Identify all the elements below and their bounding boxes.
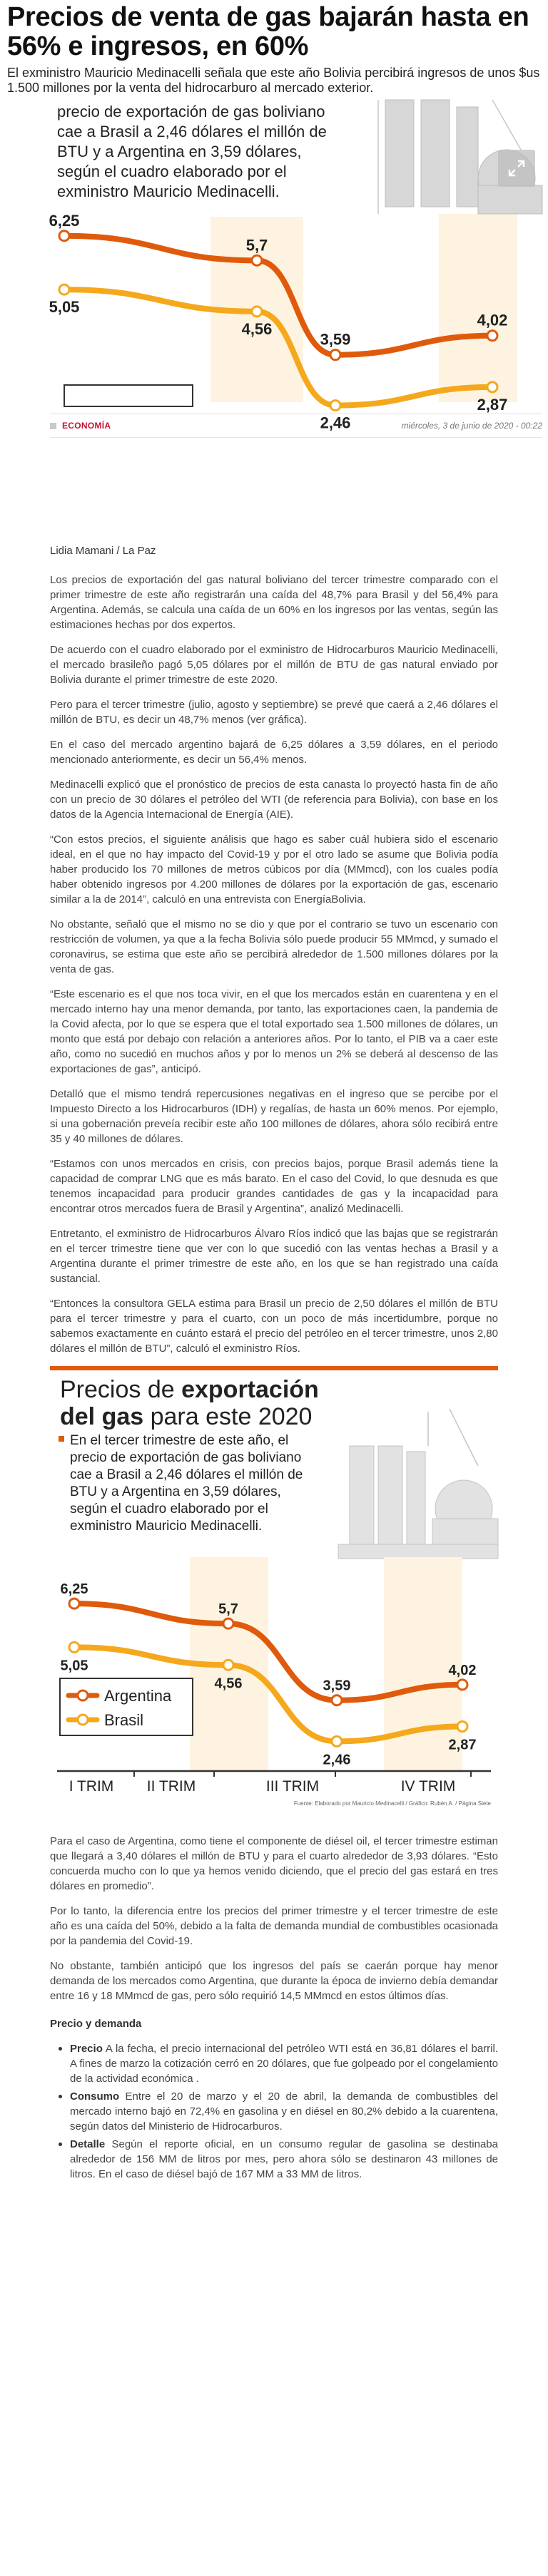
headline: Precios de venta de gas bajarán hasta en 56% e ingresos, en 60% — [7, 2, 529, 61]
hero-caption-line: precio de exportación de gas boliviano — [57, 103, 325, 120]
x-axis — [69, 1771, 471, 1795]
paragraph: De acuerdo con el cuadro elaborado por el exministro de Hidrocarburos Mauricio Medinacelli, el mercado brasileño pagó 5,05 dólares por el millón de BTU de gas natural enviado por Bolivia durante el primer trimestre de este 2020. — [50, 644, 498, 686]
paragraph: “Este escenario es el que nos toca vivir, en el que los mercados están en cuarentena y en el mercado interno hay una menor demanda, por tanto, las exportaciones caen, la pandemia de la Covid afecta, por lo que se espera que el total exportado sea 1.500 millones de dólares, un monto que está por debajo con relación a anteriores años. Por lo tanto, el PIB va a caer este año, como no sucedió en muchos años y por lo menos un 2% se deberá al descenso de las exportaciones de gas”, anticipó. — [50, 988, 498, 1075]
gas-plant-icon — [338, 1446, 498, 1559]
data-point — [69, 1642, 79, 1652]
data-point — [457, 1680, 467, 1690]
data-label: 2,46 — [320, 414, 351, 432]
byline: Lidia Mamani / La Paz — [50, 545, 156, 557]
data-label: 5,7 — [245, 236, 268, 255]
data-point — [487, 382, 497, 392]
paragraph: Medinacelli explicó que el pronóstico de precios de esta canasta lo proyectó hasta fin de año con un precio de 30 dólares el petróleo del WTI (de referencia para Bolivia), con base en los datos de la Agencia Internacional de Energía (AIE). — [50, 779, 498, 821]
section-label[interactable]: ECONOMÍA — [62, 421, 111, 431]
data-label: 3,59 — [320, 330, 351, 349]
data-label: 5,7 — [218, 1601, 238, 1618]
infographic-title-part: para este 2020 — [143, 1403, 313, 1430]
data-label: 4,56 — [214, 1676, 243, 1692]
article-body-continued — [50, 1834, 498, 2182]
data-label: 2,46 — [323, 1752, 351, 1768]
infographic-caption-line: cae a Brasil a 2,46 dólares el millón de — [70, 1467, 303, 1482]
article-paragraphs — [50, 573, 498, 1356]
x-tick-label: II TRIM — [146, 1778, 196, 1795]
x-tick-label: III TRIM — [265, 1778, 320, 1795]
infographic-top-bar — [50, 1366, 498, 1370]
subheading: Precio y demanda — [50, 2018, 142, 2030]
paragraph: “Estamos con unos mercados en crisis, con precios bajos, porque Brasil además tiene la capacidad de comprar LNG que es más barato. En el caso del Covid, lo que desnuda es que tenemos incapacidad para producir grandes cantidades de gas y la incapacidad para encontrar otros mercados fuera de Brasil y Argentina”, analizó Medinacelli. — [50, 1158, 498, 1215]
legend-marker-brasil — [78, 1715, 88, 1725]
paragraph: Detalló que el mismo tendrá repercusiones negativas en el ingreso que se percibe por el Impuesto Directo a los Hidrocarburos (IDH) y regalías, de hasta un 60% menos. Por ejemplo, si una gobernación preveía recibir este año 100 millones de dólares, ahora sólo recibirá entre 35 y 40 millones de dólares. — [50, 1088, 498, 1145]
fact-text: A la fecha, el precio internacional del petróleo WTI está en 36,81 dólares el barril. A fines de marzo la cotización cerró en 20 dólares, que fue golpeado por el congelamiento de la actividad económica . — [70, 2043, 498, 2085]
caption-bullet-icon — [59, 1436, 64, 1442]
infographic-caption — [70, 1433, 307, 1534]
expand-image-button[interactable] — [498, 150, 535, 187]
paragraph: “Entonces la consultora GELA estima para Brasil un precio de 2,50 dólares el millón de BTU para el tercer trimestre y para el cuarto, con un poco de más incertidumbre, porque no sabemos exactamente en cuánto estará el precio del petróleo en el tercer trimestre, unos 2,80 dólares el millón de BTU”, calculó el exministro Ríos. — [50, 1298, 498, 1355]
data-point — [330, 350, 340, 360]
data-label: 6,25 — [60, 1581, 88, 1598]
data-point — [332, 1695, 342, 1705]
article-body — [50, 545, 498, 1356]
data-label: 2,87 — [477, 395, 508, 414]
hero-caption-line: cae a Brasil a 2,46 dólares el millón de — [57, 123, 327, 140]
publish-date: miércoles, 3 de junio de 2020 - 00:22 — [401, 421, 542, 431]
fact-term: Consumo — [70, 2090, 120, 2103]
fact-item — [50, 2041, 498, 2086]
data-point — [59, 231, 69, 241]
article-meta — [50, 414, 542, 438]
infographic-title-part: exportación — [181, 1376, 319, 1403]
paragraph: Pero para el tercer trimestre (julio, agosto y septiembre) se prevé que caerá a 2,46 dólares el millón de BTU, es decir un 48,7% menos (ver gráfica). — [50, 699, 498, 726]
paragraph: Para el caso de Argentina, como tiene el componente de diésel oil, el tercer trimestre estiman que llegará a 3,40 dólares el millón de BTU y para el cuarto alrededor de 3,93 dólares. “Esto concuerda mucho con lo que ya hemos venido diciendo, que el precio del gas estará en tres dólares en promedio”. — [50, 1835, 498, 1892]
hero-caption-line: BTU y a Argentina en 3,59 dólares, — [57, 143, 302, 160]
infographic-title-part: del gas — [60, 1403, 144, 1430]
data-label: 5,05 — [49, 298, 80, 317]
fact-text: Según el reporte oficial, en un consumo regular de gasolina se destinaba alrededor de 156 MM de litros por mes, pero ahora sólo se destinaron 43 millones de litros. En el caso de diésel bajó de 167 MM a 33 MM de litros. — [70, 2138, 498, 2180]
fact-term: Detalle — [70, 2138, 106, 2150]
infographic-title-line1 — [60, 1376, 319, 1403]
fact-item — [50, 2089, 498, 2134]
paragraph: “Con estos precios, el siguiente análisis que hago es saber cuál hubiera sido el escenario ideal, en el que no hay impacto del Covid-19 y por el otro lado se asume que Bolivia podía haber producido los 70 millones de metros cúbicos por día (MMmcd), con los cuales podía haber obtenido ingresos por 4.200 millones de dólares por la exportación de gas, escenario similar a la de 2014”, calculó en una entrevista con EnergíaBolivia. — [50, 833, 498, 905]
infographic-caption-line: BTU y a Argentina en 3,59 dólares, — [70, 1484, 281, 1499]
infographic-source: Fuente: Elaborado por Mauricio Medinacelli / Gráfico: Rubén A. / Página Siete — [293, 1800, 491, 1807]
paragraph: No obstante, señaló que el mismo no se dio y que por el contrario se tuvo un escenario con restricción de volumen, ya que a la fecha Bolivia sólo puede producir 55 MMmcd, y sumado el coronavirus, se estima que este año se percibirá alrededor de 1.500 millones dólares por la venta de gas. — [50, 918, 498, 975]
data-point — [487, 331, 497, 341]
article-paragraphs-continued — [50, 1834, 498, 2003]
data-point — [330, 401, 340, 411]
infographic-title-line2 — [60, 1403, 312, 1430]
data-label: 4,02 — [448, 1662, 477, 1678]
section-square-icon — [50, 423, 56, 429]
infographic-caption-line: según el cuadro elaborado por el — [70, 1502, 268, 1517]
fact-text: Entre el 20 de marzo y el 20 de abril, la demanda de combustibles del mercado interno bajó en 72,4% en gasolina y en diésel en 80,2% debido a la cuarentena, según datos del Ministerio de Hidrocarburos. — [70, 2090, 498, 2133]
fact-list — [50, 2041, 498, 2182]
hero-column-bg — [439, 214, 517, 402]
data-label: 2,87 — [448, 1737, 477, 1753]
legend-label-brasil: Brasil — [104, 1711, 144, 1729]
hero-caption-line: según el cuadro elaborado por el — [57, 163, 287, 180]
infographic — [50, 1366, 498, 1822]
fact-term: Precio — [70, 2043, 103, 2055]
legend-label-argentina: Argentina — [104, 1687, 172, 1705]
expand-arrows-icon — [507, 159, 526, 178]
fact-item — [50, 2137, 498, 2182]
lead-paragraph: El exministro Mauricio Medinacelli señala que este año Bolivia percibirá ingresos de unos $us 1.500 millones por la venta del hidrocarburo al mercado exterior. — [7, 66, 540, 95]
infographic-svg — [50, 1366, 498, 1822]
x-tick-label: I TRIM — [68, 1778, 114, 1795]
paragraph: Por lo tanto, la diferencia entre los precios del primer trimestre y el tercer trimestre de este año es una caída del 50%, debido a la falta de demanda mundial de combustibles ocasionada por la pandemia del Covid-19. — [50, 1905, 498, 1947]
data-point — [223, 1660, 233, 1670]
data-point — [252, 307, 262, 317]
paragraph: No obstante, también anticipó que los ingresos del país se caerán porque hay menor demanda de los mercados como Argentina, que durante la época de invierno debía demandar entre 16 y 18 MMmcd de gas, pero sólo requirió 14,5 MMmcd en estos últimos días. — [50, 1960, 498, 2002]
data-point — [59, 284, 69, 294]
data-label: 3,59 — [323, 1678, 351, 1694]
chart-legend — [60, 1678, 193, 1735]
data-point — [252, 255, 262, 265]
paragraph: Los precios de exportación del gas natural boliviano del tercer trimestre comparado con el primer trimestre de este año registrarán una caída del 48,7% para Brasil y del 56,4% para Argentina. Además, se calcula una caída de un 60% en los ingresos por las ventas, según las estimaciones hechas por dos expertos. — [50, 574, 498, 631]
data-label: 4,02 — [477, 311, 508, 329]
infographic-caption-line: En el tercer trimestre de este año, el — [70, 1433, 289, 1448]
paragraph: Entretanto, el exministro de Hidrocarburos Álvaro Ríos indicó que las bajas que se registrarán en el tercer trimestre tiene que ver con lo que sucedió con las ventas hechas a Brasil y a Argentina durante el primer trimestre de este año, en los que se han registrado una caída sustancial. — [50, 1228, 498, 1285]
legend-marker-argentina — [78, 1690, 88, 1700]
data-point — [332, 1736, 342, 1746]
data-point — [223, 1618, 233, 1628]
section-tag[interactable] — [50, 421, 111, 431]
infographic-caption-line: exministro Mauricio Medinacelli. — [70, 1519, 263, 1534]
infographic-caption-line: precio de exportación de gas boliviano — [70, 1450, 302, 1465]
paragraph: En el caso del mercado argentino bajará de 6,25 dólares a 3,59 dólares, en el periodo mencionado anteriormente, es decir un 56,4% menos. — [50, 739, 498, 766]
infographic-title-part: Precios de — [60, 1376, 182, 1403]
data-label: 4,56 — [241, 319, 273, 338]
data-label: 6,25 — [49, 211, 80, 230]
data-point — [69, 1599, 79, 1608]
x-tick-label: IV TRIM — [400, 1778, 456, 1795]
hero-legend-box — [64, 385, 193, 406]
hero-caption-line: exministro Mauricio Medinacelli. — [57, 183, 280, 200]
data-label: 5,05 — [60, 1658, 88, 1674]
data-point — [457, 1721, 467, 1731]
